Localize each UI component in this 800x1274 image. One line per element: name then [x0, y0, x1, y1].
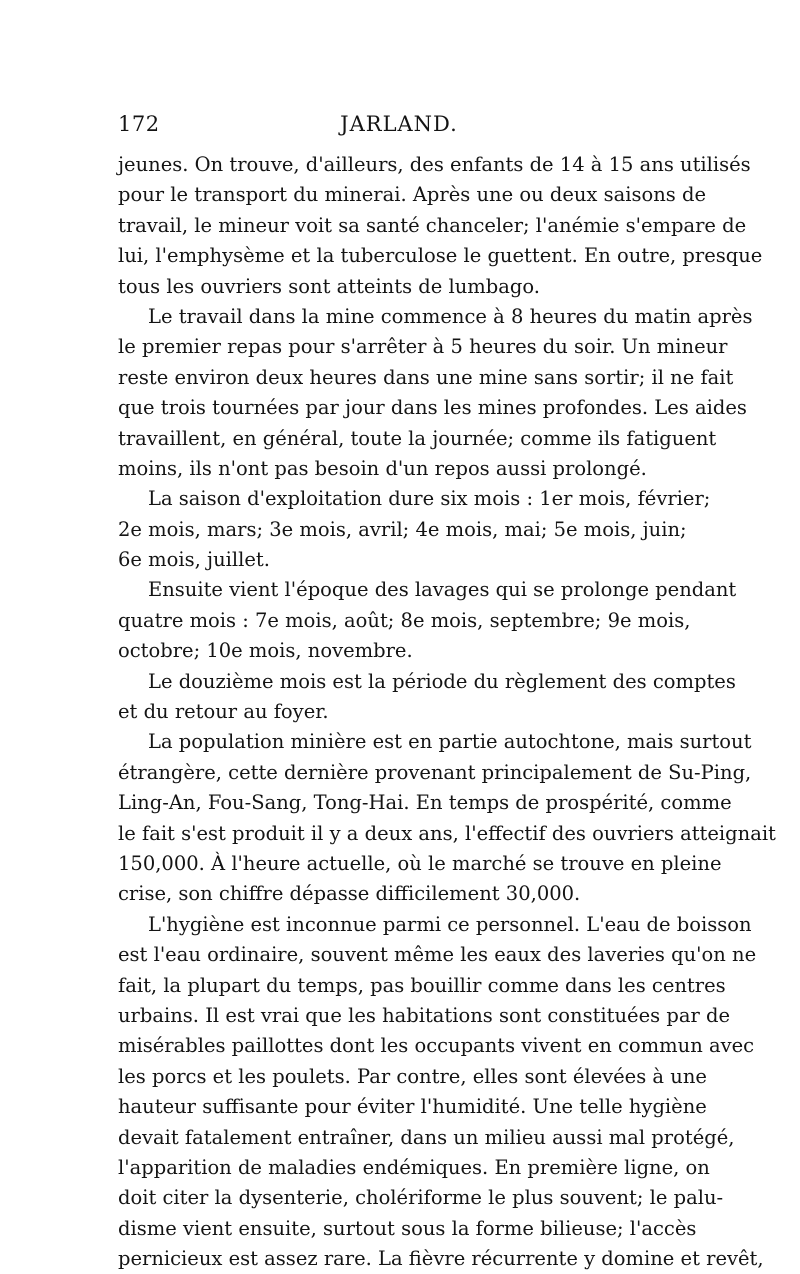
page-number: 172 — [118, 112, 160, 136]
text-line: 150,000. À l'heure actuelle, où le marché se trouve en pleine — [118, 851, 722, 875]
text-line: fait, la plupart du temps, pas bouillir comme dans les centres — [118, 973, 726, 997]
text-line: 6e mois, juillet. — [118, 548, 270, 572]
running-head: JARLAND. — [340, 112, 458, 136]
text-line: La population minière est en partie autochtone, mais surtout — [148, 730, 752, 754]
text-line: urbains. Il est vrai que les habitations sont constituées par de — [118, 1003, 730, 1027]
text-line: étrangère, cette dernière provenant principalement de Su-Ping, — [118, 760, 752, 784]
text-line: tous les ouvriers sont atteints de lumbago. — [118, 274, 540, 298]
body-text — [118, 150, 776, 1274]
text-line: le fait s'est produit il y a deux ans, l'effectif des ouvriers atteignait — [118, 821, 776, 845]
text-line: octobre; 10e mois, novembre. — [118, 639, 413, 663]
text-line: reste environ deux heures dans une mine sans sortir; il ne fait — [118, 365, 734, 389]
text-line: misérables paillottes dont les occupants vivent en commun avec — [118, 1034, 755, 1058]
text-line: devait fatalement entraîner, dans un milieu aussi mal protégé, — [118, 1125, 735, 1149]
text-line: 2e mois, mars; 3e mois, avril; 4e mois, mai; 5e mois, juin; — [118, 517, 687, 541]
text-line: les porcs et les poulets. Par contre, elles sont élevées à une — [118, 1064, 707, 1088]
text-line: jeunes. On trouve, d'ailleurs, des enfants de 14 à 15 ans utilisés — [118, 153, 751, 176]
text-line: Le travail dans la mine commence à 8 heures du matin après — [148, 304, 753, 328]
text-line: hauteur suffisante pour éviter l'humidité. Une telle hygiène — [118, 1095, 707, 1119]
text-line: travaillent, en général, toute la journée; comme ils fatiguent — [118, 426, 717, 450]
text-line: doit citer la dysenterie, cholériforme le plus souvent; le palu- — [118, 1186, 724, 1210]
text-line: que trois tournées par jour dans les mines profondes. Les aides — [118, 396, 747, 420]
text-line: quatre mois : 7e mois, août; 8e mois, septembre; 9e mois, — [118, 608, 691, 632]
text-line: moins, ils n'ont pas besoin d'un repos aussi prolongé. — [118, 456, 647, 480]
text-line: La saison d'exploitation dure six mois : 1er mois, février; — [148, 487, 711, 511]
text-line: et du retour au foyer. — [118, 700, 329, 724]
text-line: est l'eau ordinaire, souvent même les eaux des laveries qu'on ne — [118, 943, 757, 967]
text-line: disme vient ensuite, surtout sous la forme bilieuse; l'accès — [118, 1216, 697, 1240]
text-line: Ling-An, Fou-Sang, Tong-Hai. En temps de prospérité, comme — [118, 791, 732, 815]
text-line: crise, son chiffre dépasse difficilement 30,000. — [118, 882, 581, 906]
text-line: pour le transport du minerai. Après une ou deux saisons de — [118, 183, 707, 207]
page-header — [118, 112, 680, 142]
text-line: l'apparition de maladies endémiques. En première ligne, on — [118, 1155, 710, 1179]
text-line: Ensuite vient l'époque des lavages qui se prolonge pendant — [148, 578, 737, 602]
text-line: Le douzième mois est la période du règlement des comptes — [148, 669, 736, 693]
text-line: pernicieux est assez rare. La fièvre récurrente y domine et revêt, — [118, 1247, 764, 1271]
text-line: L'hygiène est inconnue parmi ce personnel. L'eau de boisson — [148, 912, 752, 936]
text-line: lui, l'emphysème et la tuberculose le guettent. En outre, presque — [118, 244, 763, 268]
text-line: le premier repas pour s'arrêter à 5 heures du soir. Un mineur — [118, 335, 728, 359]
text-line: travail, le mineur voit sa santé chanceler; l'anémie s'empare de — [118, 213, 747, 237]
